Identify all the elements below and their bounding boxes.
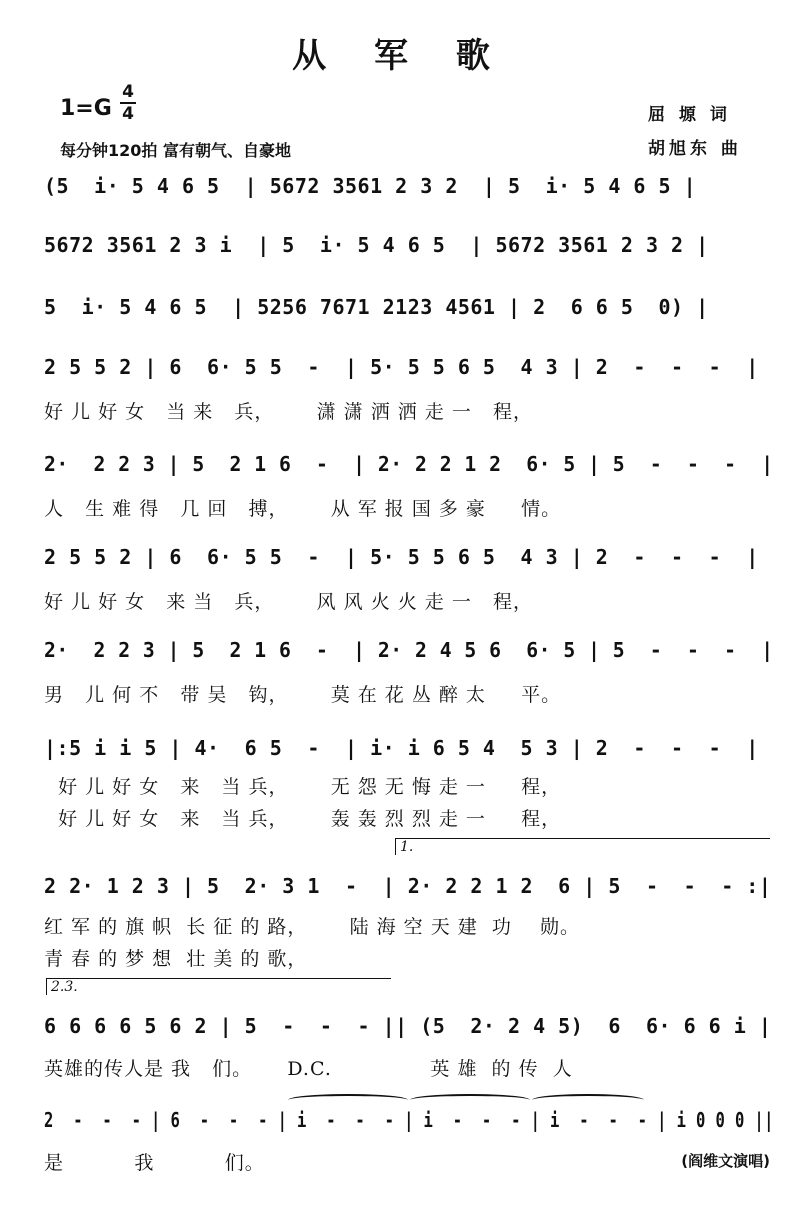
notation-line-6: 2 5 5 2 | 6 6· 5 5 - | 5· 5 5 6 5 4 3 | 2 - - - | bbox=[44, 545, 759, 569]
notation-line-2: 5672 3561 2 3 i | 5 i· 5 4 6 5 | 5672 3561 2 3 2 | bbox=[44, 233, 709, 257]
key-signature: 1=G bbox=[60, 96, 112, 121]
notation-line-8: |:5 i i 5 | 4· 6 5 - | i· i 6 5 4 5 3 | 2 - - - | bbox=[44, 736, 759, 760]
lyric-line-9a: 红 军 的 旗 帜 长 征 的 路， 陆 海 空 天 建 功 勋。 bbox=[44, 916, 580, 938]
notation-line-11: 2 - - - | 6 - - - | i - - - | i - - - | i - - - | i 0 0 0 || bbox=[44, 1108, 774, 1132]
lyric-line-4: 好 儿 好 女 当 来 兵， 潇 潇 洒 洒 走 一 程， bbox=[44, 401, 533, 423]
song-title: 从 军 歌 bbox=[292, 36, 508, 76]
meter-top: 4 bbox=[122, 82, 134, 102]
tie-mark bbox=[288, 1094, 408, 1106]
performer-credit: (阎维文演唱) bbox=[681, 1152, 770, 1170]
lyric-line-5: 人 生 难 得 几 回 搏， 从 军 报 国 多 豪 情。 bbox=[44, 498, 562, 520]
lyric-line-10: 英雄的传人是 我 们。 D.C. 英 雄 的 传 人 bbox=[44, 1058, 573, 1080]
lyric-line-7: 男 儿 何 不 带 吴 钩， 莫 在 花 丛 醉 太 平。 bbox=[44, 684, 562, 706]
tie-mark bbox=[410, 1094, 530, 1106]
notation-line-3: 5 i· 5 4 6 5 | 5256 7671 2123 4561 | 2 6 6 5 0) | bbox=[44, 295, 709, 319]
volta-second-ending: 2.3. bbox=[46, 978, 391, 995]
volta-first-ending: 1. bbox=[395, 838, 770, 855]
time-signature bbox=[120, 82, 136, 124]
composer-credit: 胡旭东 曲 bbox=[648, 139, 742, 159]
lyricist-credit: 屈 塬 词 bbox=[648, 105, 731, 125]
lyric-line-6: 好 儿 好 女 来 当 兵， 风 风 火 火 走 一 程， bbox=[44, 591, 533, 613]
tie-mark bbox=[532, 1094, 644, 1106]
notation-line-9: 2 2· 1 2 3 | 5 2· 3 1 - | 2· 2 2 1 2 6 | 5 - - - :| bbox=[44, 874, 772, 898]
notation-line-4: 2 5 5 2 | 6 6· 5 5 - | 5· 5 5 6 5 4 3 | 2 - - - | bbox=[44, 355, 759, 379]
notation-line-5: 2· 2 2 3 | 5 2 1 6 - | 2· 2 2 1 2 6· 5 | 5 - - - | bbox=[44, 452, 774, 476]
lyric-line-8a: 好 儿 好 女 来 当 兵， 无 怨 无 悔 走 一 程， bbox=[44, 776, 562, 798]
notation-line-1: (5 i· 5 4 6 5 | 5672 3561 2 3 2 | 5 i· 5 4 6 5 | bbox=[44, 174, 697, 198]
notation-line-10: 6 6 6 6 5 6 2 | 5 - - - || (5 2· 2 4 5) 6 6· 6 6 i | bbox=[44, 1014, 772, 1038]
lyric-line-9b: 青 春 的 梦 想 壮 美 的 歌， bbox=[44, 948, 308, 970]
notation-line-7: 2· 2 2 3 | 5 2 1 6 - | 2· 2 4 5 6 6· 5 | 5 - - - | bbox=[44, 638, 774, 662]
lyric-line-8b: 好 儿 好 女 来 当 兵， 轰 轰 烈 烈 走 一 程， bbox=[44, 808, 562, 830]
lyric-line-11: 是 我 们。 bbox=[44, 1152, 265, 1174]
meter-bottom: 4 bbox=[122, 104, 134, 124]
tempo-marking: 每分钟120拍 富有朝气、自豪地 bbox=[60, 141, 291, 160]
